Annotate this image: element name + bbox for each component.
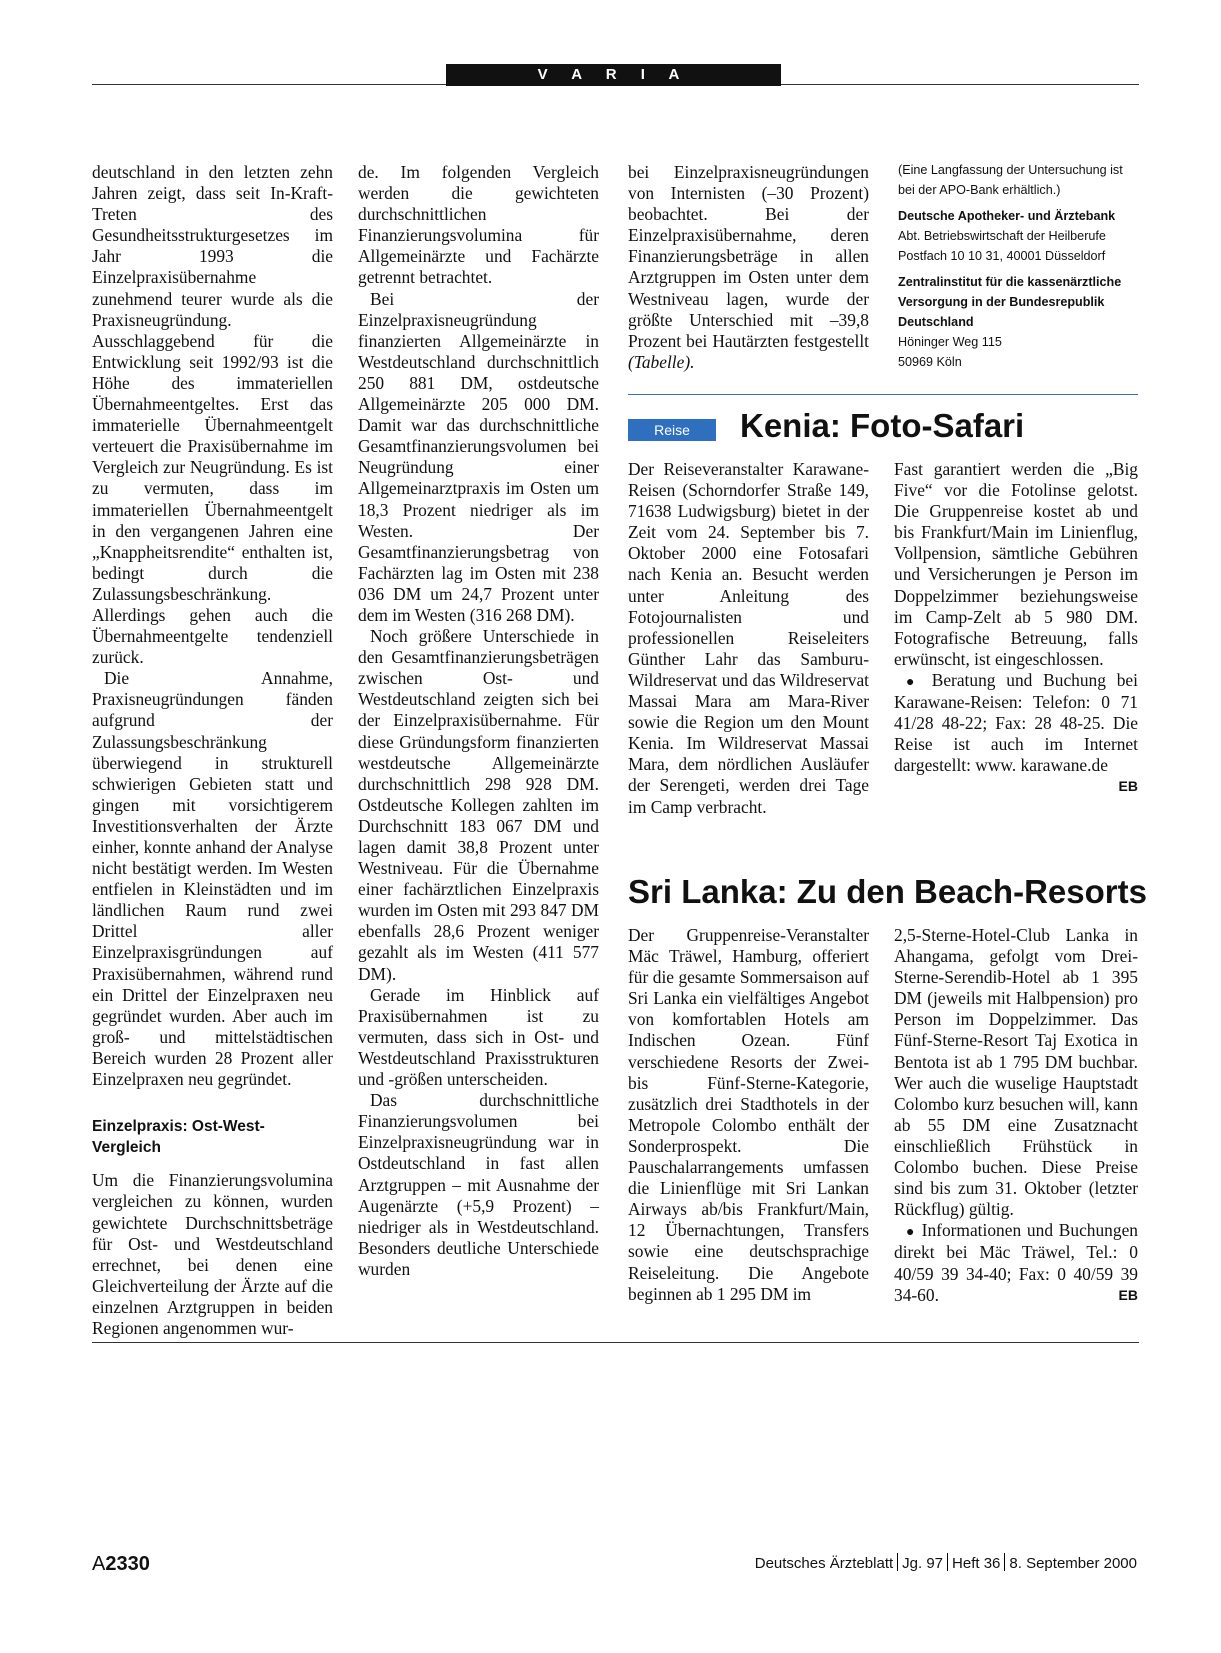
institute-address [898,272,1138,372]
bullet-icon: ● [906,672,921,689]
booking-info: Beratung und Buchung bei Karawane-Reisen: Telefon: 0 71 41/28 48-22; Fax: 28 48-25. Die Reise ist auch im Internet dargestellt: www. karawane.de [894,669,1138,776]
srilanka-column-1 [628,925,869,1305]
bottom-rule [92,1342,1139,1343]
paragraph: Fast garantiert werden die „Big Five“ vor die Fotolinse gelotst. Die Gruppenreise kostet ab und bis Frankfurt/Main im Linienflug, Vollpension, sämtliche Gebühren und Versicherungen je Person im Doppelzimmer beziehungsweise im Camp-Zelt ab 5 980 DM. Fotografische Betreuung, falls erwünscht, ist eingeschlossen. [894,459,1138,669]
paragraph-text: bei Einzelpraxisneugründungen von Internisten (–30 Prozent) beobachtet. Bei der Einzelpraxisübernahme, deren Finanzierungsbeträge in allen Arztgruppen im Osten unter dem Westniveau lagen, wurde der größte Unterschied mit –39,8 Prozent bei Hautärzten festgestellt [628,162,869,351]
separator [897,1553,898,1571]
page-number-value: 2330 [105,1553,150,1575]
srilanka-column-2 [894,925,1138,1306]
separator [1004,1553,1005,1571]
bank-department: Abt. Betriebswirtschaft der Heilberufe [898,229,1106,243]
volume: Jg. 97 [902,1555,944,1572]
main-article-column-3 [628,162,869,373]
bullet-icon: ● [906,1223,916,1240]
kenia-column-2 [894,459,1138,798]
author-signature: EB [1118,778,1138,795]
issue-date: 8. September 2000 [1009,1555,1137,1572]
issue: Heft 36 [952,1555,1001,1572]
paragraph: Noch größere Unterschiede in den Gesamtfinanzierungsbeträgen zwischen Ost- und Westdeutschland zeigten sich bei der Einzelpraxisübernahme. Für diese Gründungsform finanzierten westdeutsche Allgemeinärzte durchschnittlich 298 928 DM. Ostdeutsche Kollegen zahlten im Durchschnitt 183 067 DM und lagen damit 38,8 Prozent unter Westniveau. Für die Übernahme einer fachärztlichen Einzelpraxis wurden im Osten mit 293 847 DM ebenfalls 28,6 Prozent weniger gezahlt als im Westen (411 577 DM). [358,626,599,984]
table-reference: (Tabelle). [628,351,695,372]
paragraph: Das durchschnittliche Finanzierungsvolumen bei Einzelpraxisneugründung war in Ostdeutschland in fast allen Arztgruppen – mit Ausnahme der Augenärzte (+5,9 Prozent) – niedriger als in Westdeutschland. Besonders deutliche Unterschiede wurden [358,1090,599,1279]
footer-citation [755,1553,1137,1572]
note: (Eine Langfassung der Untersuchung ist bei der APO-Bank erhältlich.) [898,163,1123,197]
author-signature: EB [1118,1286,1138,1303]
paragraph: deutschland in den letzten zehn Jahren zeigt, dass seit In-Kraft-Treten des Gesundheitsstrukturgesetzes im Jahr 1993 die Einzelpraxisübernahme zunehmend teurer wurde als die Praxisneugründung. Ausschlaggebend für die Entwicklung seit 1992/93 ist die Höhe des immateriellen Übernahmeentgeltes. Erst das immaterielle Übernahmeentgelt verteuert die Praxisübernahme im Vergleich zur Neugründung. Es ist zu vermuten, dass im immateriellen Übernahmeentgelt in den vergangenen Jahren eine „Knappheitsrendite“ enthalten ist, bedingt durch die Zulassungsbeschränkung. Allerdings gehen auch die Übernahmeentgelte tendenziell zurück. [92,162,333,668]
institute-street: Höninger Weg 115 [898,335,1002,349]
main-article-column-2 [358,162,599,1280]
page-prefix: A [92,1553,106,1575]
paragraph: Gerade im Hinblick auf Praxisübernahmen ist zu vermuten, dass sich in Ost- und Westdeutschland Praxisstrukturen und -größen unterscheiden. [358,984,599,1090]
page-number [92,1553,150,1576]
paragraph: de. Im folgenden Vergleich werden die gewichteten durchschnittlichen Finanzierungsvolumina für Allgemeinärzte und Fachärzte getrennt betrachtet. [358,162,599,288]
paragraph [894,1220,1138,1305]
booking-info: Informationen und Buchungen direkt bei Mäc Träwel, Tel.: 0 40/59 39 34-40; Fax: 0 40/59 39 34-60. [894,1220,1138,1305]
paragraph [628,162,869,373]
main-article-column-1 [92,162,333,1339]
category-tag: Reise [628,419,716,441]
paragraph: Der Gruppenreise-Veranstalter Mäc Träwel, Hamburg, offeriert für die gesamte Sommersaison auf Sri Lanka ein vielfältiges Angebot von komfortablen Hotels am Indischen Ozean. Fünf verschiedene Resorts der Zwei- bis Fünf-Sterne-Kategorie, zusätzlich drei Stadthotels in der Metropole Colombo enthält der Sonderprospekt. Die Pauschalarrangements umfassen die Linienflüge mit Sri Lankan Airways ab/bis Frankfurt/Main, 12 Übernachtungen, Transfers sowie eine deutschsprachige Reiseleitung. Die Angebote beginnen ab 1 295 DM im [628,925,869,1304]
paragraph: Die Annahme, Praxisneugründungen fänden aufgrund der Zulassungsbeschränkung überwiegend in strukturell schwierigen Gebieten statt und gingen mit vorsichtigerem Investitionsverhalten der Ärzte einher, konnte anhand der Analyse nicht bestätigt werden. Im Westen entfielen in Kleinstädten und im ländlichen Raum rund zwei Drittel aller Einzelpraxisgründungen auf Praxisübernahmen, während rund ein Drittel der Einzelpraxen neu gegründet wurden. Aber auch im groß- und mittelstädtischen Bereich wurden 28 Prozent aller Einzelpraxen neu gegründet. [92,668,333,1090]
paragraph: Der Reiseveranstalter Karawane-Reisen (Schorndorfer Straße 149, 71638 Ludwigsburg) bietet in der Zeit vom 24. September bis 7. Oktober 2000 eine Fotosafari nach Kenia an. Besucht werden unter Anleitung des Fotojournalisten und professionellen Reiseleiters Günther Lahr das Samburu-Wildreservat und das Wildreservat Massai Mara am Mara-River sowie die Region um den Mount Kenia. Im Wildreservat Massai Mara, dem nördlichen Ausläufer der Serengeti, werden drei Tage im Camp verbracht. [628,459,869,817]
article-divider [628,394,1138,395]
srilanka-headline: Sri Lanka: Zu den Beach-Resorts [628,873,1147,910]
kenia-column-1 [628,459,869,818]
institute-name: Zentralinstitut für die kassenärztliche Versorgung in der Bundesrepublik Deutschland [898,275,1122,329]
bank-address [898,206,1138,266]
section-label: V A R I A [446,64,781,86]
institute-city: 50969 Köln [898,355,962,369]
separator [947,1553,948,1571]
bank-name: Deutsche Apotheker- und Ärztebank [898,209,1116,223]
subheading: Einzelpraxis: Ost-West-Vergleich [92,1118,265,1157]
bank-postbox: Postfach 10 10 31, 40001 Düsseldorf [898,249,1106,263]
kenia-headline: Kenia: Foto-Safari [740,407,1025,444]
paragraph [894,669,1138,795]
paragraph: Um die Finanzierungsvolumina vergleichen zu können, wurden gewichtete Durchschnittsbeträge für Ost- und Westdeutschland errechnet, bei denen eine Gleichverteilung der Ärzte auf die einzelnen Arztgruppen in beiden Regionen angenommen wur- [92,1170,333,1338]
source-info [898,160,1138,378]
paragraph: 2,5-Sterne-Hotel-Club Lanka in Ahangama, gefolgt vom Drei-Sterne-Serendib-Hotel ab 1 395 DM (jeweils mit Halbpension) pro Person im Doppelzimmer. Das Fünf-Sterne-Resort Taj Exotica in Bentota ist ab 1 795 DM buchbar. Wer auch die wuselige Hauptstadt Colombo kurz besuchen will, kann ab 55 DM eine Zusatznacht einschließlich Frühstück in Colombo buchen. Diese Preise sind bis zum 31. Oktober (letzter Rückflug) gültig. [894,925,1138,1220]
paragraph: Bei der Einzelpraxisneugründung finanzierten Allgemeinärzte in Westdeutschland durchschnittlich 250 881 DM, ostdeutsche Allgemeinärzte 205 000 DM. Damit war das durchschnittliche Gesamtfinanzierungsvolumen bei Neugründung einer Allgemeinarztpraxis im Osten um 18,3 Prozent niedriger als im Westen. Der Gesamtfinanzierungsbetrag von Fachärzten lag im Osten mit 238 036 DM um 24,7 Prozent unter dem im Westen (316 268 DM). [358,288,599,625]
journal-name: Deutsches Ärzteblatt [754,1555,894,1572]
